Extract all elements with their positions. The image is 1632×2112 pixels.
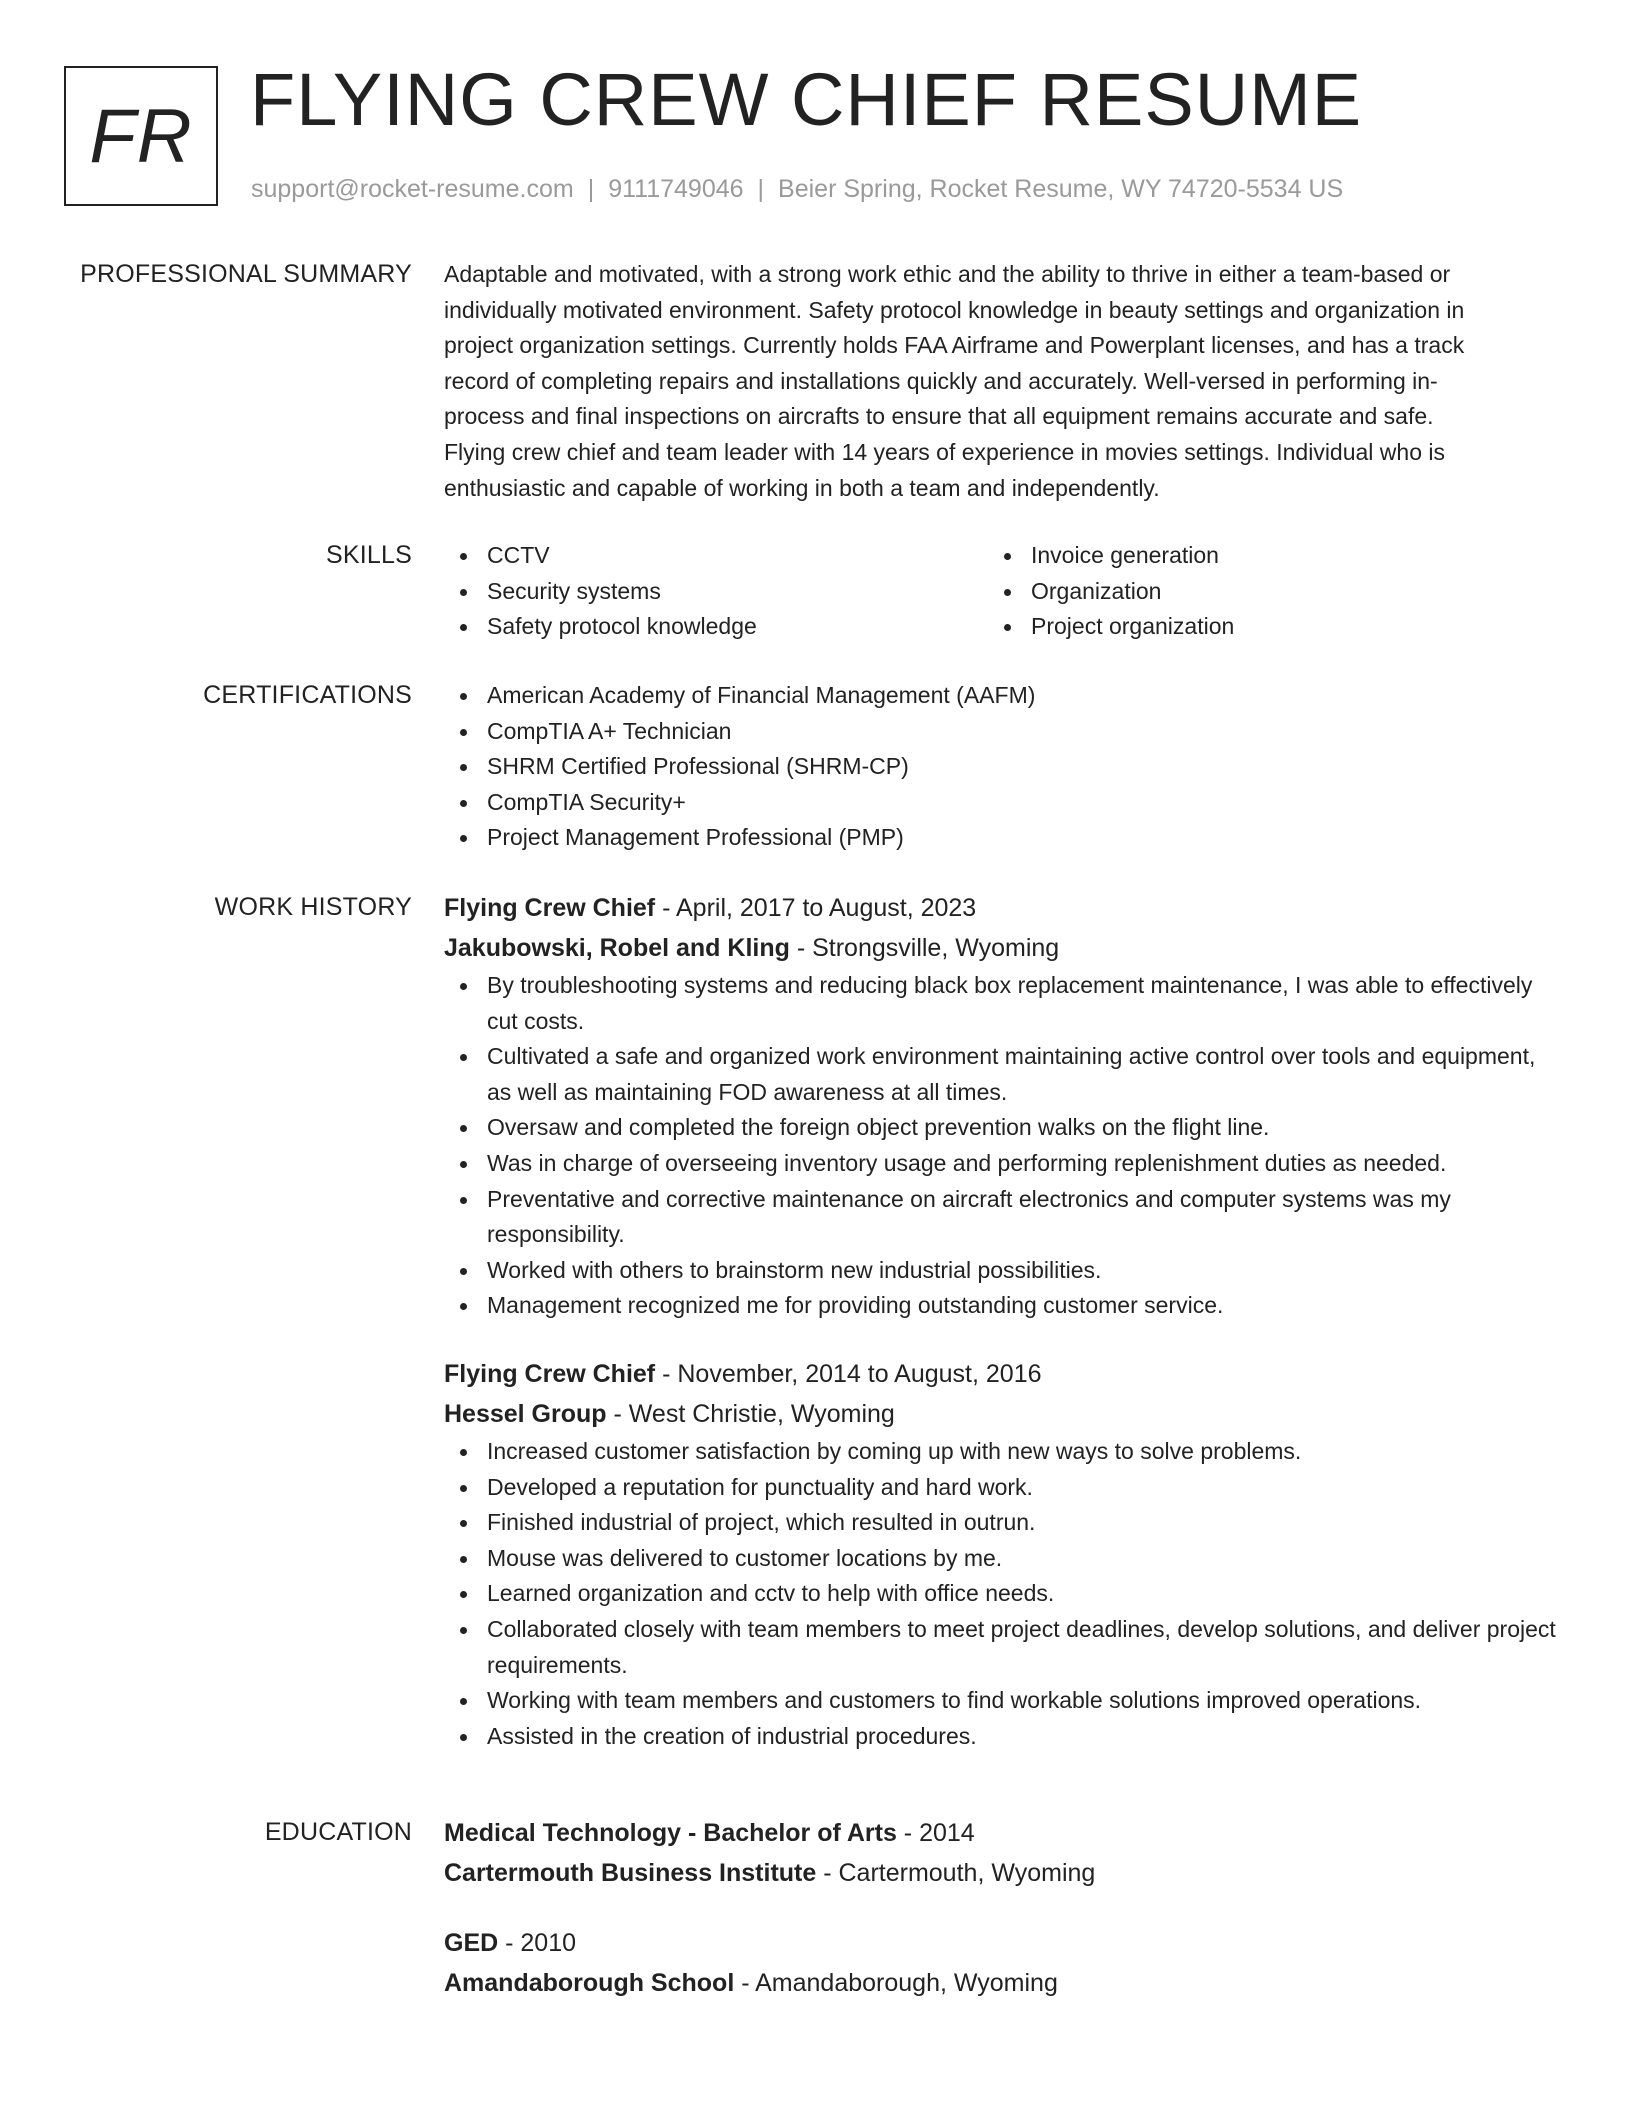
education-degree-line <box>444 1813 1564 1853</box>
job-duty-item: Collaborated closely with team members to meet project deadlines, develop solutions, and deliver project requirements. <box>444 1612 1564 1683</box>
education-school: Cartermouth Business Institute <box>444 1859 817 1887</box>
contact-phone: 9111749046 <box>608 175 744 203</box>
education-school-line <box>444 1963 1564 2003</box>
job-duty-item: By troubleshooting systems and reducing black box replacement maintenance, I was able to effectively cut costs. <box>444 968 1564 1039</box>
skills-body <box>444 538 1564 648</box>
job-duty-item: Finished industrial of project, which resulted in outrun. <box>444 1505 1564 1541</box>
contact-separator: | <box>587 175 595 203</box>
job-title-line <box>444 1354 1564 1394</box>
job-entry <box>444 1354 1564 1754</box>
job-duty-item: Preventative and corrective maintenance on aircraft electronics and computer systems was my responsibility. <box>444 1182 1564 1253</box>
education-entry <box>444 1923 1564 2003</box>
dash: - <box>734 1969 756 1997</box>
work-body <box>444 888 1564 1754</box>
section-label-work-history: WORK HISTORY <box>214 893 412 921</box>
skill-item: CCTV <box>444 538 757 574</box>
education-degree: GED <box>444 1929 499 1957</box>
certifications-list <box>444 678 1564 856</box>
job-company-line <box>444 928 1564 968</box>
job-duties-list <box>444 968 1564 1324</box>
education-body <box>444 1813 1564 2003</box>
job-company: Hessel Group <box>444 1399 607 1428</box>
job-duty-item: Working with team members and customers to find workable solutions improved operations. <box>444 1683 1564 1719</box>
monogram-initials: FR <box>89 93 193 179</box>
contact-separator: | <box>757 175 765 203</box>
dash: - <box>606 1399 629 1428</box>
dash: - <box>655 894 676 922</box>
education-degree: Medical Technology - Bachelor of Arts <box>444 1819 897 1847</box>
section-label-education: EDUCATION <box>264 1818 412 1846</box>
job-duty-item: Oversaw and completed the foreign object prevention walks on the flight line. <box>444 1110 1564 1146</box>
job-duty-item: Mouse was delivered to customer locations by me. <box>444 1541 1564 1577</box>
job-duty-item: Developed a reputation for punctuality and hard work. <box>444 1470 1564 1506</box>
monogram-box <box>64 66 218 206</box>
summary-line: record of completing repairs and installations quickly and accurately. Well-versed in performing in- <box>444 367 1438 394</box>
contact-address: Beier Spring, Rocket Resume, WY 74720-5534 US <box>778 175 1344 203</box>
skill-item: Safety protocol knowledge <box>444 609 757 645</box>
education-degree-line <box>444 1923 1564 1963</box>
section-label-summary: PROFESSIONAL SUMMARY <box>80 260 412 288</box>
job-duty-item: Increased customer satisfaction by coming up with new ways to solve problems. <box>444 1434 1564 1470</box>
dash: - <box>789 934 813 962</box>
job-duty-item: Assisted in the creation of industrial procedures. <box>444 1719 1564 1755</box>
section-label-skills: SKILLS <box>326 541 412 569</box>
job-duty-item: Cultivated a safe and organized work environment maintaining active control over tools and equipment, as well as maintaining FOD awareness at all times. <box>444 1039 1564 1110</box>
certification-item: CompTIA A+ Technician <box>444 714 1564 750</box>
skill-item: Invoice generation <box>988 538 1234 574</box>
job-title: Flying Crew Chief <box>444 1359 656 1388</box>
job-location: West Christie, Wyoming <box>628 1399 895 1428</box>
job-company-line <box>444 1394 1564 1434</box>
dash: - <box>655 1359 678 1388</box>
education-school: Amandaborough School <box>444 1969 735 1997</box>
summary-line: process and final inspections on aircrafts to ensure that all equipment remains accurate and safe. <box>444 403 1434 430</box>
skill-item: Organization <box>988 574 1234 610</box>
job-dates: November, 2014 to August, 2016 <box>677 1359 1042 1388</box>
education-entry <box>444 1813 1564 1893</box>
contact-email: support@rocket-resume.com <box>251 175 574 203</box>
job-entry <box>444 888 1564 1324</box>
section-label-certifications: CERTIFICATIONS <box>203 681 412 709</box>
dash: - <box>816 1859 839 1887</box>
skill-item: Security systems <box>444 574 757 610</box>
certification-item: SHRM Certified Professional (SHRM-CP) <box>444 749 1564 785</box>
certifications-body <box>444 678 1564 856</box>
job-duty-item: Worked with others to brainstorm new industrial possibilities. <box>444 1253 1564 1289</box>
job-title-line <box>444 888 1564 928</box>
summary-line: Adaptable and motivated, with a strong work ethic and the ability to thrive in either a team-based or <box>444 261 1451 287</box>
skill-item: Project organization <box>988 609 1234 645</box>
education-year: 2010 <box>520 1929 577 1957</box>
certification-item: American Academy of Financial Management (AAFM) <box>444 678 1564 714</box>
skills-list-right <box>988 538 1234 645</box>
education-location: Amandaborough, Wyoming <box>755 1969 1058 1997</box>
summary-line: Flying crew chief and team leader with 14 years of experience in movies settings. Individual who is <box>444 438 1445 465</box>
job-duty-item: Management recognized me for providing outstanding customer service. <box>444 1288 1564 1324</box>
summary-text <box>444 257 1564 506</box>
education-location: Cartermouth, Wyoming <box>838 1859 1096 1887</box>
job-company: Jakubowski, Robel and Kling <box>444 934 790 962</box>
certification-item: Project Management Professional (PMP) <box>444 820 1564 856</box>
education-school-line <box>444 1853 1564 1893</box>
job-duty-item: Learned organization and cctv to help with office needs. <box>444 1576 1564 1612</box>
job-duties-list <box>444 1434 1564 1754</box>
summary-line: individually motivated environment. Safety protocol knowledge in beauty settings and organization in <box>444 296 1465 323</box>
certification-item: CompTIA Security+ <box>444 785 1564 821</box>
summary-line: enthusiastic and capable of working in both a team and independently. <box>444 474 1160 501</box>
skills-list-left <box>444 538 757 645</box>
dash: - <box>896 1819 920 1847</box>
resume-title: FLYING CREW CHIEF RESUME <box>250 58 1363 141</box>
contact-line <box>251 174 1343 204</box>
job-dates: April, 2017 to August, 2023 <box>675 894 977 922</box>
dash: - <box>498 1929 521 1957</box>
education-year: 2014 <box>919 1819 975 1847</box>
summary-line: project organization settings. Currently holds FAA Airframe and Powerplant licenses, and has a track <box>444 332 1465 359</box>
job-duty-item: Was in charge of overseeing inventory usage and performing replenishment duties as needed. <box>444 1146 1564 1182</box>
job-title: Flying Crew Chief <box>444 894 656 922</box>
job-location: Strongsville, Wyoming <box>812 934 1060 962</box>
